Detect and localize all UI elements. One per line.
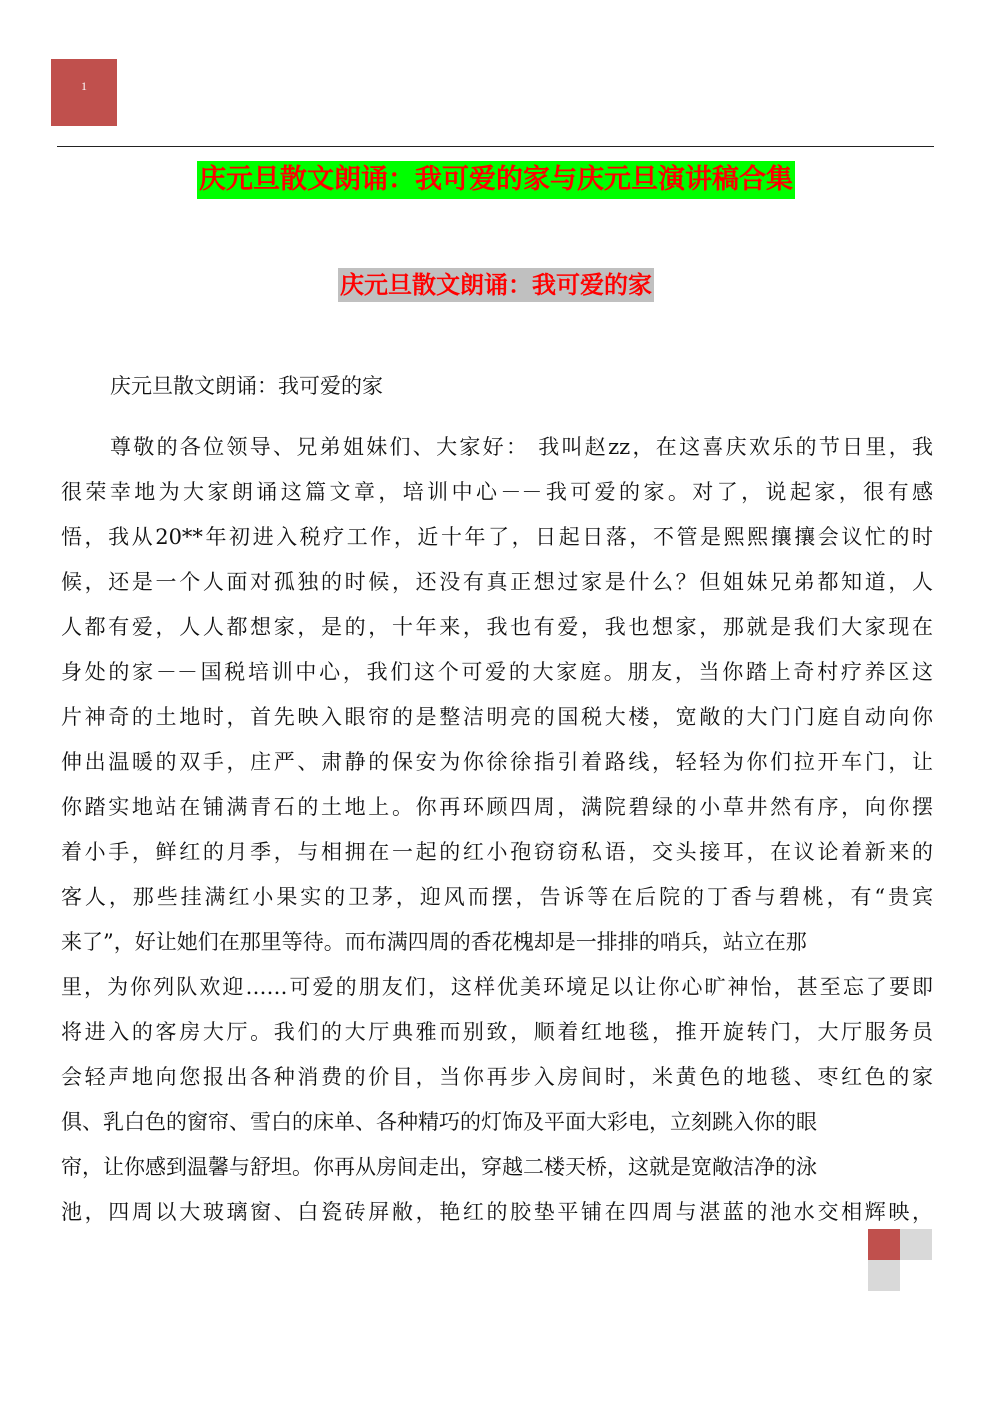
page-number-badge bbox=[51, 59, 117, 126]
body-line: 很荣幸地为大家朗诵这篇文章，培训中心－－我可爱的家。对了，说起家，很有感 bbox=[61, 480, 933, 504]
decorative-square-red bbox=[868, 1229, 900, 1260]
body-line: 客人，那些挂满红小果实的卫茅，迎风而摆，告诉等在后院的丁香与碧桃，有“贵宾 bbox=[61, 885, 933, 909]
first-paragraph: 庆元旦散文朗诵：我可爱的家 bbox=[110, 374, 383, 398]
body-line: 悟，我从20**年初进入税疗工作，近十年了，日起日落，不管是熙熙攘攘会议忙的时 bbox=[61, 525, 933, 549]
sub-title: 庆元旦散文朗诵：我可爱的家 bbox=[338, 268, 654, 302]
body-line: 俱、乳白色的窗帘、雪白的床单、各种精巧的灯饰及平面大彩电，立刻跳入你的眼 bbox=[61, 1110, 817, 1134]
header-divider bbox=[57, 146, 934, 147]
body-line: 里，为你列队欢迎……可爱的朋友们，这样优美环境足以让你心旷神怡，甚至忘了要即 bbox=[61, 975, 933, 999]
body-line: 会轻声地向您报出各种消费的价目，当你再步入房间时，米黄色的地毯、枣红色的家 bbox=[61, 1065, 933, 1089]
body-line: 你踏实地站在铺满青石的土地上。你再环顾四周，满院碧绿的小草井然有序，向你摆 bbox=[61, 795, 933, 819]
body-line: 身处的家－－国税培训中心，我们这个可爱的大家庭。朋友，当你踏上奇村疗养区这 bbox=[61, 660, 933, 684]
body-line: 伸出温暖的双手，庄严、肃静的保安为你徐徐指引着路线，轻轻为你们拉开车门，让 bbox=[61, 750, 933, 774]
body-line: 池，四周以大玻璃窗、白瓷砖屏敝，艳红的胶垫平铺在四周与湛蓝的池水交相辉映， bbox=[61, 1200, 933, 1224]
body-line: 片神奇的土地时，首先映入眼帘的是整洁明亮的国税大楼，宽敞的大门门庭自动向你 bbox=[61, 705, 933, 729]
body-line: 帘，让你感到温馨与舒坦。你再从房间走出，穿越二楼天桥，这就是宽敞洁净的泳 bbox=[61, 1155, 817, 1179]
main-title: 庆元旦散文朗诵：我可爱的家与庆元旦演讲稿合集 bbox=[197, 161, 795, 199]
body-line: 将进入的客房大厅。我们的大厅典雅而别致，顺着红地毯，推开旋转门，大厅服务员 bbox=[61, 1020, 933, 1044]
page-number: 1 bbox=[81, 79, 87, 93]
body-line: 来了”，好让她们在那里等待。而布满四周的香花槐却是一排排的哨兵，站立在那 bbox=[61, 930, 807, 954]
body-line: 人都有爱，人人都想家，是的，十年来，我也有爱，我也想家，那就是我们大家现在 bbox=[61, 615, 933, 639]
decorative-square-gray bbox=[900, 1229, 932, 1260]
article-body bbox=[61, 364, 933, 1235]
main-paragraph bbox=[61, 425, 933, 1235]
body-line: 候，还是一个人面对孤独的时候，还没有真正想过家是什么？但姐妹兄弟都知道，人 bbox=[61, 570, 933, 594]
decorative-square-gray bbox=[868, 1260, 900, 1291]
sub-title-container bbox=[0, 268, 992, 302]
body-line: 尊敬的各位领导、兄弟姐妹们、大家好： 我叫赵zz，在这喜庆欢乐的节日里，我 bbox=[110, 435, 933, 459]
main-title-container bbox=[0, 161, 992, 199]
body-line: 着小手，鲜红的月季，与相拥在一起的红小孢窃窃私语，交头接耳，在议论着新来的 bbox=[61, 840, 933, 864]
